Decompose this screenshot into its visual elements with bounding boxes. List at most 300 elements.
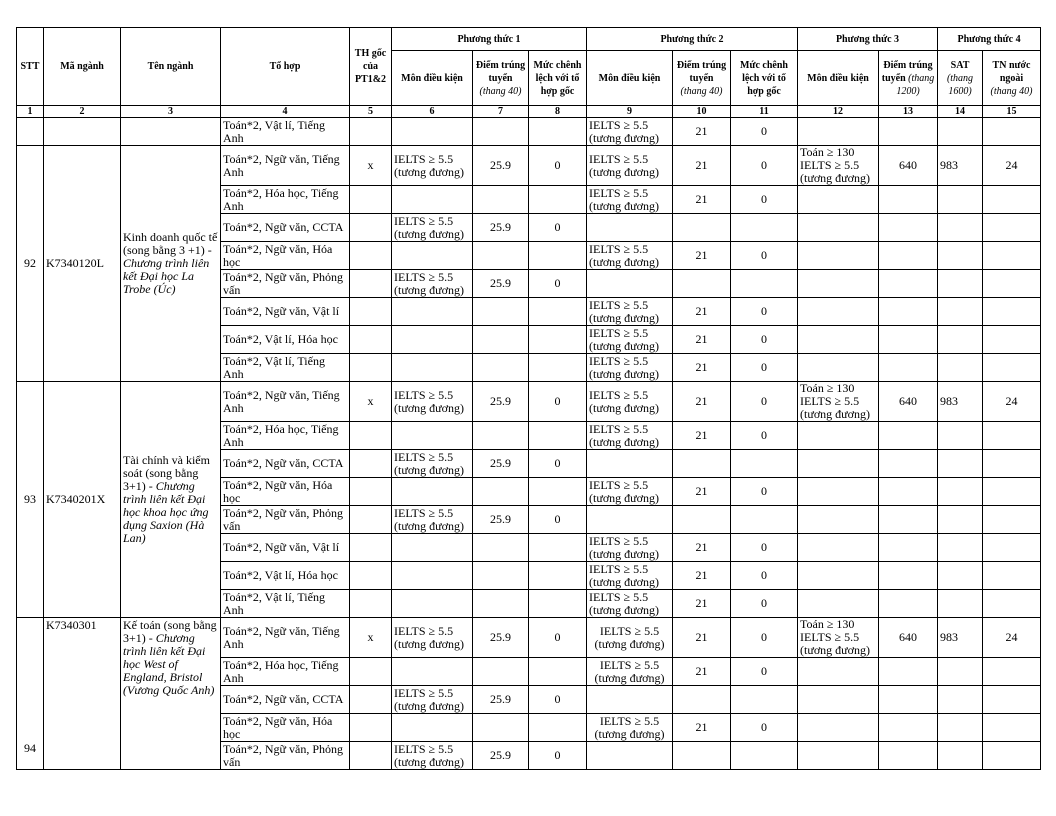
empty-cell: [879, 658, 938, 686]
pt2-chenh-cell: [731, 214, 798, 242]
empty-cell: [983, 326, 1041, 354]
th-goc-cell: [350, 506, 392, 534]
column-number: 9: [587, 106, 673, 118]
pt1-chenh-cell: 0: [529, 214, 587, 242]
col-pt1-diem: Điểm trúng tuyển (thang 40): [473, 51, 529, 106]
pt1-diem-cell: 25.9: [473, 214, 529, 242]
empty-cell: [798, 478, 879, 506]
pt1-chenh-cell: 0: [529, 618, 587, 658]
pt2-chenh-cell: 0: [731, 382, 798, 422]
pt1-chenh-cell: [529, 714, 587, 742]
empty-cell: [798, 270, 879, 298]
ten-nganh-cell: [121, 382, 221, 618]
stt-cell: 94: [17, 618, 44, 770]
pt2-mon-cell: [587, 742, 673, 770]
pt2-mon-cell: [587, 506, 673, 534]
to-hop-cell: Toán*2, Vật lí, Hóa học: [221, 326, 350, 354]
pt2-mon-cell: IELTS ≥ 5.5 (tương đương): [587, 618, 673, 658]
pt1-diem-cell: [473, 186, 529, 214]
pt2-chenh-cell: 0: [731, 146, 798, 186]
empty-cell: [879, 242, 938, 270]
pt1-mon-cell: [392, 534, 473, 562]
to-hop-cell: Toán*2, Vật lí, Tiếng Anh: [221, 118, 350, 146]
pt1-diem-cell: 25.9: [473, 146, 529, 186]
empty-cell: [879, 534, 938, 562]
empty-cell: [879, 214, 938, 242]
pt2-chenh-cell: [731, 450, 798, 478]
pt2-diem-cell: 21: [673, 562, 731, 590]
column-number: 8: [529, 106, 587, 118]
pt2-chenh-cell: 0: [731, 590, 798, 618]
pt2-chenh-cell: 0: [731, 186, 798, 214]
to-hop-cell: Toán*2, Hóa học, Tiếng Anh: [221, 658, 350, 686]
empty-cell: [938, 186, 983, 214]
table-row: [17, 118, 1041, 146]
th-goc-cell: [350, 186, 392, 214]
pt3-diem-cell: 640: [879, 146, 938, 186]
th-goc-cell: x: [350, 382, 392, 422]
ten-nganh-cell: [121, 618, 221, 770]
th-goc-cell: [350, 354, 392, 382]
th-goc-cell: [350, 714, 392, 742]
col-pt1-mon: Môn điều kiện: [392, 51, 473, 106]
empty-cell: [983, 590, 1041, 618]
col-th-goc: TH gốc của PT1&2: [350, 28, 392, 106]
pt1-diem-cell: 25.9: [473, 382, 529, 422]
empty-cell: [983, 742, 1041, 770]
to-hop-cell: Toán*2, Ngữ văn, Tiếng Anh: [221, 146, 350, 186]
pt2-diem-cell: 21: [673, 382, 731, 422]
empty-cell: [983, 658, 1041, 686]
pt2-diem-cell: [673, 742, 731, 770]
empty-cell: [798, 590, 879, 618]
empty-cell: [938, 742, 983, 770]
pt1-mon-cell: IELTS ≥ 5.5 (tương đương): [392, 506, 473, 534]
th-goc-cell: [350, 590, 392, 618]
empty-cell: [938, 450, 983, 478]
empty-cell: [798, 214, 879, 242]
empty-cell: [879, 422, 938, 450]
pt2-diem-cell: 21: [673, 146, 731, 186]
col-stt: STT: [17, 28, 44, 106]
th-goc-cell: [350, 686, 392, 714]
column-number: 5: [350, 106, 392, 118]
pt1-mon-cell: [392, 422, 473, 450]
pt1-chenh-cell: 0: [529, 382, 587, 422]
pt3-mon-cell: Toán ≥ 130 IELTS ≥ 5.5 (tương đương): [798, 618, 879, 658]
column-number: 4: [221, 106, 350, 118]
empty-cell: [798, 186, 879, 214]
empty-cell: [879, 742, 938, 770]
empty-cell: [879, 590, 938, 618]
pt2-mon-cell: IELTS ≥ 5.5 (tương đương): [587, 658, 673, 686]
col-pt2-diem: Điểm trúng tuyển (thang 40): [673, 51, 731, 106]
th-goc-cell: [350, 534, 392, 562]
pt1-chenh-cell: 0: [529, 450, 587, 478]
pt2-chenh-cell: 0: [731, 618, 798, 658]
ma-nganh-cell: K7340201X: [44, 382, 121, 618]
pt2-chenh-cell: [731, 686, 798, 714]
col-pt1-chenh: Mức chênh lệch với tổ hợp gốc: [529, 51, 587, 106]
empty-cell: [938, 270, 983, 298]
empty-cell: [938, 658, 983, 686]
pt3-diem-cell: 640: [879, 618, 938, 658]
empty-cell: [983, 298, 1041, 326]
empty-cell: [938, 298, 983, 326]
pt2-mon-cell: IELTS ≥ 5.5 (tương đương): [587, 298, 673, 326]
pt2-chenh-cell: [731, 506, 798, 534]
pt1-chenh-cell: 0: [529, 686, 587, 714]
empty-cell: [879, 478, 938, 506]
empty-cell: [879, 714, 938, 742]
empty-cell: [938, 326, 983, 354]
th-goc-cell: [350, 242, 392, 270]
empty-cell: [473, 118, 529, 146]
pt1-mon-cell: [392, 298, 473, 326]
empty-cell: [798, 658, 879, 686]
column-number: 3: [121, 106, 221, 118]
table-row: [17, 618, 1041, 658]
empty-cell: [798, 354, 879, 382]
pt2-mon-cell: IELTS ≥ 5.5 (tương đương): [587, 354, 673, 382]
stt-cell: 92: [17, 146, 44, 382]
th-goc-cell: [350, 298, 392, 326]
pt2-mon-cell: IELTS ≥ 5.5 (tương đương): [587, 534, 673, 562]
empty-cell: [983, 242, 1041, 270]
empty-cell: [938, 422, 983, 450]
th-goc-cell: x: [350, 618, 392, 658]
empty-cell: [879, 686, 938, 714]
pt1-chenh-cell: [529, 478, 587, 506]
to-hop-cell: Toán*2, Ngữ văn, Hóa học: [221, 478, 350, 506]
pt1-diem-cell: 25.9: [473, 270, 529, 298]
th-goc-cell: [350, 742, 392, 770]
pt2-chenh-cell: [731, 742, 798, 770]
pt1-mon-cell: [392, 590, 473, 618]
empty-cell: [983, 422, 1041, 450]
empty-cell: [983, 686, 1041, 714]
pt1-mon-cell: IELTS ≥ 5.5 (tương đương): [392, 270, 473, 298]
to-hop-cell: Toán*2, Ngữ văn, CCTA: [221, 686, 350, 714]
pt2-chenh-cell: [731, 270, 798, 298]
empty-cell: [879, 270, 938, 298]
empty-cell: [798, 534, 879, 562]
empty-cell: [983, 214, 1041, 242]
ten-nganh-program: Chương trình liên kết Đại học La Trobe (Úc): [123, 256, 210, 296]
pt2-mon-cell: IELTS ≥ 5.5 (tương đương): [587, 478, 673, 506]
empty-cell: [938, 478, 983, 506]
col-ten-nganh: Tên ngành: [121, 28, 221, 106]
pt1-mon-cell: [392, 478, 473, 506]
empty-cell: [798, 714, 879, 742]
column-number: 14: [938, 106, 983, 118]
pt2-diem-cell: 21: [673, 298, 731, 326]
pt2-diem-cell: 21: [673, 354, 731, 382]
pt2-chenh-cell: 0: [731, 326, 798, 354]
pt2-chenh-cell: 0: [731, 478, 798, 506]
th-goc-cell: [350, 422, 392, 450]
to-hop-cell: Toán*2, Vật lí, Tiếng Anh: [221, 354, 350, 382]
empty-cell: [879, 186, 938, 214]
pt1-diem-cell: [473, 354, 529, 382]
pt2-chenh-cell: 0: [731, 118, 798, 146]
empty-cell: [938, 590, 983, 618]
empty-cell: [879, 354, 938, 382]
to-hop-cell: Toán*2, Ngữ văn, Hóa học: [221, 242, 350, 270]
pt1-mon-cell: [392, 326, 473, 354]
column-number: 1: [17, 106, 44, 118]
th-goc-cell: [350, 214, 392, 242]
col-sat: SAT (thang 1600): [938, 51, 983, 106]
col-to-hop: Tổ hợp: [221, 28, 350, 106]
pt2-diem-cell: 21: [673, 422, 731, 450]
pt3-diem-cell: 640: [879, 382, 938, 422]
empty-cell: [983, 354, 1041, 382]
column-number: 2: [44, 106, 121, 118]
ma-nganh-cell: K7340120L: [44, 146, 121, 382]
pt2-mon-cell: IELTS ≥ 5.5 (tương đương): [587, 714, 673, 742]
pt2-mon-cell: IELTS ≥ 5.5 (tương đương): [587, 382, 673, 422]
empty-cell: [350, 118, 392, 146]
empty-cell: [17, 118, 44, 146]
pt2-diem-cell: 21: [673, 658, 731, 686]
empty-cell: [983, 506, 1041, 534]
to-hop-cell: Toán*2, Ngữ văn, Phỏng vấn: [221, 742, 350, 770]
pt1-mon-cell: IELTS ≥ 5.5 (tương đương): [392, 214, 473, 242]
pt2-mon-cell: IELTS ≥ 5.5 (tương đương): [587, 118, 673, 146]
pt2-mon-cell: IELTS ≥ 5.5 (tương đương): [587, 422, 673, 450]
pt1-diem-cell: 25.9: [473, 618, 529, 658]
column-number: 11: [731, 106, 798, 118]
to-hop-cell: Toán*2, Ngữ văn, Phỏng vấn: [221, 506, 350, 534]
ten-nganh-text: Tài chính và kiểm soát (song bằng 3+1) -: [123, 453, 210, 493]
pt1-diem-cell: [473, 714, 529, 742]
pt1-diem-cell: [473, 242, 529, 270]
pt1-mon-cell: [392, 354, 473, 382]
pt2-diem-cell: [673, 214, 731, 242]
empty-cell: [983, 562, 1041, 590]
pt2-mon-cell: IELTS ≥ 5.5 (tương đương): [587, 186, 673, 214]
pt2-mon-cell: IELTS ≥ 5.5 (tương đương): [587, 146, 673, 186]
stt-cell: 93: [17, 382, 44, 618]
pt2-diem-cell: [673, 686, 731, 714]
ten-nganh-program: Chương trình liên kết Đại học khoa học ứng dụng Saxion (Hà Lan): [123, 479, 209, 545]
empty-cell: [983, 534, 1041, 562]
ten-nganh-cell: [121, 146, 221, 382]
empty-cell: [44, 118, 121, 146]
pt1-chenh-cell: [529, 534, 587, 562]
pt2-chenh-cell: 0: [731, 658, 798, 686]
col-pt3-diem: Điểm trúng tuyển (thang 1200): [879, 51, 938, 106]
empty-cell: [121, 118, 221, 146]
column-number: 10: [673, 106, 731, 118]
empty-cell: [938, 562, 983, 590]
pt1-diem-cell: 25.9: [473, 742, 529, 770]
column-number-row: [17, 106, 1041, 118]
table-body: [17, 118, 1041, 770]
pt1-diem-cell: [473, 590, 529, 618]
empty-cell: [798, 422, 879, 450]
ten-nganh-text: Kế toán (song bằng 3+1) -: [123, 618, 217, 645]
ten-nganh-text: Kinh doanh quốc tế (song bằng 3 +1) -: [123, 230, 218, 257]
empty-cell: [983, 118, 1041, 146]
pt1-diem-cell: [473, 422, 529, 450]
empty-cell: [938, 714, 983, 742]
pt1-chenh-cell: [529, 422, 587, 450]
pt2-diem-cell: 21: [673, 242, 731, 270]
empty-cell: [798, 742, 879, 770]
col-group-pt2: Phương thức 2: [587, 28, 798, 51]
table-row: [17, 382, 1041, 422]
to-hop-cell: Toán*2, Vật lí, Tiếng Anh: [221, 590, 350, 618]
empty-cell: [938, 534, 983, 562]
sat-cell: 983: [938, 618, 983, 658]
pt2-mon-cell: [587, 450, 673, 478]
table-row: [17, 146, 1041, 186]
to-hop-cell: Toán*2, Ngữ văn, Phỏng vấn: [221, 270, 350, 298]
pt2-mon-cell: [587, 686, 673, 714]
pt1-mon-cell: [392, 242, 473, 270]
pt3-mon-cell: Toán ≥ 130 IELTS ≥ 5.5 (tương đương): [798, 382, 879, 422]
col-pt2-mon: Môn điều kiện: [587, 51, 673, 106]
column-number: 7: [473, 106, 529, 118]
empty-cell: [529, 118, 587, 146]
pt1-chenh-cell: [529, 298, 587, 326]
th-goc-cell: [350, 450, 392, 478]
empty-cell: [879, 450, 938, 478]
pt1-mon-cell: IELTS ≥ 5.5 (tương đương): [392, 618, 473, 658]
empty-cell: [798, 562, 879, 590]
tn-cell: 24: [983, 146, 1041, 186]
to-hop-cell: Toán*2, Ngữ văn, CCTA: [221, 214, 350, 242]
pt1-diem-cell: 25.9: [473, 506, 529, 534]
empty-cell: [879, 326, 938, 354]
pt2-chenh-cell: 0: [731, 298, 798, 326]
empty-cell: [983, 478, 1041, 506]
pt2-chenh-cell: 0: [731, 422, 798, 450]
pt2-diem-cell: 21: [673, 478, 731, 506]
pt1-chenh-cell: [529, 590, 587, 618]
pt2-mon-cell: IELTS ≥ 5.5 (tương đương): [587, 590, 673, 618]
pt1-mon-cell: IELTS ≥ 5.5 (tương đương): [392, 146, 473, 186]
pt2-diem-cell: [673, 506, 731, 534]
ten-nganh-program: Chương trình liên kết Đại học West of England, Bristol (Vương Quốc Anh): [123, 631, 215, 697]
empty-cell: [392, 118, 473, 146]
pt1-mon-cell: IELTS ≥ 5.5 (tương đương): [392, 382, 473, 422]
sat-cell: 983: [938, 146, 983, 186]
col-pt3-mon: Môn điều kiện: [798, 51, 879, 106]
to-hop-cell: Toán*2, Ngữ văn, Hóa học: [221, 714, 350, 742]
empty-cell: [983, 186, 1041, 214]
col-group-pt3: Phương thức 3: [798, 28, 938, 51]
col-group-pt4: Phương thức 4: [938, 28, 1041, 51]
pt1-chenh-cell: 0: [529, 506, 587, 534]
admission-table-page: [16, 27, 1041, 770]
empty-cell: [798, 450, 879, 478]
to-hop-cell: Toán*2, Ngữ văn, Vật lí: [221, 298, 350, 326]
pt1-diem-cell: [473, 298, 529, 326]
pt2-mon-cell: IELTS ≥ 5.5 (tương đương): [587, 562, 673, 590]
empty-cell: [983, 450, 1041, 478]
empty-cell: [798, 118, 879, 146]
ma-nganh-cell: K7340301: [44, 618, 121, 770]
pt1-chenh-cell: [529, 658, 587, 686]
col-group-pt1: Phương thức 1: [392, 28, 587, 51]
pt1-chenh-cell: 0: [529, 742, 587, 770]
to-hop-cell: Toán*2, Ngữ văn, Tiếng Anh: [221, 618, 350, 658]
column-number: 6: [392, 106, 473, 118]
pt1-diem-cell: 25.9: [473, 686, 529, 714]
pt2-diem-cell: 21: [673, 186, 731, 214]
pt1-mon-cell: [392, 562, 473, 590]
empty-cell: [798, 506, 879, 534]
pt2-chenh-cell: 0: [731, 534, 798, 562]
column-number: 15: [983, 106, 1041, 118]
pt2-diem-cell: 21: [673, 326, 731, 354]
pt2-diem-cell: [673, 450, 731, 478]
pt2-diem-cell: 21: [673, 118, 731, 146]
col-ma-nganh: Mã ngành: [44, 28, 121, 106]
empty-cell: [879, 562, 938, 590]
empty-cell: [983, 270, 1041, 298]
column-number: 13: [879, 106, 938, 118]
pt1-mon-cell: IELTS ≥ 5.5 (tương đương): [392, 450, 473, 478]
pt1-diem-cell: [473, 534, 529, 562]
col-tn-nuoc-ngoai: TN nước ngoài (thang 40): [983, 51, 1041, 106]
empty-cell: [798, 298, 879, 326]
th-goc-cell: [350, 658, 392, 686]
pt1-chenh-cell: [529, 326, 587, 354]
to-hop-cell: Toán*2, Hóa học, Tiếng Anh: [221, 422, 350, 450]
pt2-diem-cell: 21: [673, 618, 731, 658]
pt2-diem-cell: [673, 270, 731, 298]
pt1-chenh-cell: [529, 242, 587, 270]
pt2-diem-cell: 21: [673, 590, 731, 618]
pt2-mon-cell: [587, 214, 673, 242]
empty-cell: [879, 118, 938, 146]
pt1-mon-cell: IELTS ≥ 5.5 (tương đương): [392, 686, 473, 714]
pt1-mon-cell: [392, 658, 473, 686]
pt1-mon-cell: [392, 186, 473, 214]
pt1-diem-cell: 25.9: [473, 450, 529, 478]
tn-cell: 24: [983, 382, 1041, 422]
pt3-mon-cell: Toán ≥ 130 IELTS ≥ 5.5 (tương đương): [798, 146, 879, 186]
pt1-diem-cell: [473, 658, 529, 686]
to-hop-cell: Toán*2, Vật lí, Hóa học: [221, 562, 350, 590]
th-goc-cell: [350, 478, 392, 506]
empty-cell: [938, 686, 983, 714]
empty-cell: [938, 118, 983, 146]
empty-cell: [879, 506, 938, 534]
empty-cell: [938, 214, 983, 242]
tn-cell: 24: [983, 618, 1041, 658]
th-goc-cell: [350, 326, 392, 354]
col-pt2-chenh: Mức chênh lệch với tổ hợp gốc: [731, 51, 798, 106]
pt1-mon-cell: [392, 714, 473, 742]
to-hop-cell: Toán*2, Ngữ văn, Vật lí: [221, 534, 350, 562]
to-hop-cell: Toán*2, Hóa học, Tiếng Anh: [221, 186, 350, 214]
pt1-diem-cell: [473, 562, 529, 590]
th-goc-cell: x: [350, 146, 392, 186]
column-number: 12: [798, 106, 879, 118]
pt1-chenh-cell: [529, 354, 587, 382]
pt2-mon-cell: IELTS ≥ 5.5 (tương đương): [587, 326, 673, 354]
empty-cell: [798, 326, 879, 354]
empty-cell: [983, 714, 1041, 742]
sat-cell: 983: [938, 382, 983, 422]
empty-cell: [938, 242, 983, 270]
empty-cell: [938, 354, 983, 382]
